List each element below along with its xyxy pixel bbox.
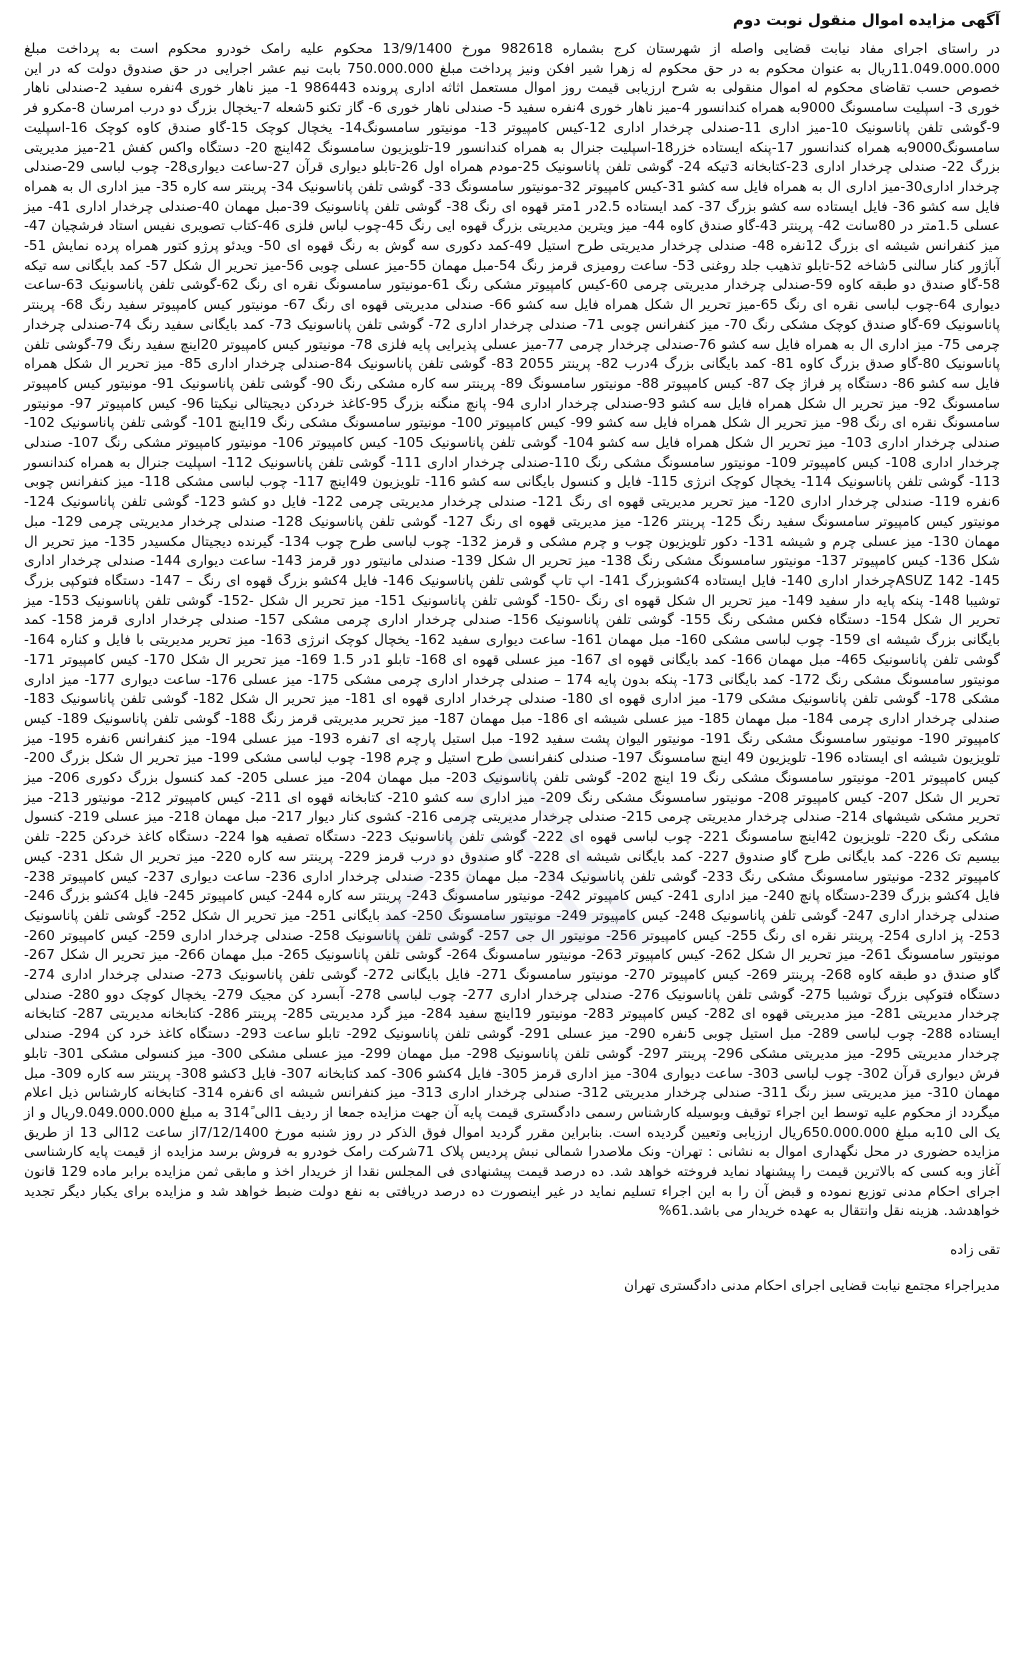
- issuer-title: مدیراجراء مجتمع نیابت قضایی اجرای احکام مدنی دادگستری تهران: [624, 1278, 1000, 1295]
- notice-title: آگهی مزایده اموال منقول نوبت دوم: [732, 11, 1000, 29]
- signer-name: تقی زاده: [950, 1242, 1000, 1259]
- notice-body: در راستای اجرای مفاد نیابت قضایی واصله از شهرستان کرج بشماره 982618 مورخ 13/9/1400 محکوم علیه رامک خودرو محکوم است به پرداخت مبلغ 11.049.000.000ریال به عنوان محکوم به در حق محکوم له زهرا شیر افکن ونیز پرداخت مبلغ 750.000.000 بابت نیم عشر اجرایی در حق صندوق دولت که در این خصوص حسب تقاضای محکوم له اموال منقولی به شرح ارزیابی قیمت روز اموال مستعمل اثاثه اداری پرونده 986443 1- میز ناهار خوری 4نفره سفید 2-صندلی ناهار خوری 3- اسپلیت سامسونگ 9000به همراه کندانسور 4-میز ناهار خوری 4نفره سفید 5- صندلی ناهار خوری 6- گاز تکنو 5شعله 7-یخچال بزرگ دو درب امرسان 8-مکرو فر 9-گوشی تلفن پاناسونیک 10-میز اداری 11-صندلی چرخدار اداری 12-کیس کامپیوتر 13- مونیتور سامسونگ14- یخچال کوچک 15-گاو صندق کاوه کوچک 16-اسپلیت سامسونگ9000به همراه کندانسور 17-پنکه ایستاده خزر18-اسپلیت جنرال به همراه کندانسور 19-تلویزیون سامسونگ 42اینچ 20- دستگاه واکس کفش 21-میز مدیریتی بزرگ 22- صندلی چرخدار اداری 23-کتابخانه 3تیکه 24- گوشی تلفن پاناسونیک 25-مودم همراه اول 26-تابلو دیواری قرآن 27-ساعت دیواری28- چوب لباسی 29-صندلی چرخدار اداری30-میز اداری ال به همراه فایل سه کشو 31-کیس کامپیوتر 32-مونیتور سامسونگ 33- گوشی تلفن پاناسونیک 34- پرینتر سه کاره 35- میز اداری ال به همراه فایل سه کشو 36- فایل ایستاده سه کشو بزرگ 37- کمد ایستاده 2.5در 1متر قهوه ای رنگ 38- گوشی تلفن پاناسونیک 39-مبل مهمان 40-صندلی چرخدار اداری 41- میز عسلی 1.5متر در 80سانت 42- پرینتر 43-گاو صندق کاوه 44- میز ویترین مدیریتی بزرگ قهوه ایی رنگ 45-چوب لباس فلزی 46-کتاب تصویری نفیس استاد فرشچیان 47-میز کنفرانس شیشه ای بزرگ 12نفره 48- صندلی چرخدار مدیریتی طرح استیل 49-کمد دکوری سه گوش به رنگ قهوه ای 50- ویدئو پرژو کتور همراه پرده نمایش 51-آباژور کنار سالنی 5شاخه 52-تابلو تذهیب جلد روغنی 53- ساعت رومیزی قرمز رنگ 54-مبل مهمان 55-میز عسلی چوبی 56-میز تحریر ال شکل 57- کمد بایگانی سه تیکه 58-گاو صندق دو طبقه کاوه 59-صندلی چرخدار مدیریتی چرمی 60-کیس کامپیوتر مشکی رنگ 61-مونیتور سامسونگ نقره ای رنگ 62-گوشی تلفن پاناسونیک 63-ساعت دیواری 64-چوب لباسی نقره ای رنگ 65-میز تحریر ال شکل همراه فایل سه کشو 66- صندلی مدیریتی قهوه ای رنگ 67- مونیتور کیس کامپیوتر سفید رنگ 68- پرینتر پاناسونیک 69-گاو صندق کوچک مشکی رنگ 70- میز کنفرانس چوبی 71- صندلی چرخدار اداری 72- گوشی تلفن پاناسونیک 73- کمد بایگانی سفید رنگ 74-صندلی چرخدار چرمی 75- میز اداری ال به همراه فایل سه کشو 76-صندلی چرخدار چرمی 77-میز عسلی پذیرایی پایه فلزی 78- مونیتور کیس کامپیوتر 20اینچ سفید رنگ 79-گوشی تلفن پاناسونیک 80-گاو صدق بزرگ کاوه 81- کمد بایگانی بزرگ 4درب 82- پرینتر 2055 83- گوشی تلفن پاناسونیک 84-صندلی چرخدار اداری 85- میز تحریر ال شکل همراه فایل سه کشو 86- دستگاه پر فراژ چک 87- کیس کامپیوتر 88- مونیتور سامسونگ 89- پرینتر سه کاره مشکی رنگ 90- گوشی تلفن پاناسونیک 91- مونیتور کیس کامپیوتر سامسونگ 92- میز تحریر ال شکل همراه فایل سه کشو 93-صندلی چرخدار اداری 94- پانچ منگنه بزرگ 95-کاغذ خردکن دیجیتالی نیکیتا 96- کیس کامپیوتر 97- مونیتور سامسونگ نقره ای رنگ 98- میز تحریر ال شکل همراه فایل سه کشو 99- کیس کامپیوتر 100- مونیتور سامسونگ مشکی رنگ 19اینچ 101- گوشی تلفن پاناسونیک 102- صندلی چرخدار اداری 103- میز تحریر ال شکل همراه فایل سه کشو 104- گوشی تلفن پاناسونیک 105- کیس کامپیوتر 106- مونیتور کامپیوتر مشکی رنگ 107- صندلی چرخدار اداری 108- کیس کامپیوتر 109- مونیتور سامسونگ مشکی رنگ 110-صندلی چرخدار اداری 111- گوشی تلفن پاناسونیک 112- اسپلیت جنرال به همراه کندانسور 113- گوشی تلفن پاناسونیک 114- یخچال کوچک انرژی 115- فایل و کنسول بایگانی سه کشو 116- تلویزیون 49اینچ 117- چوب لباسی مشکی 118- میز کنفرانس چوبی 6نفره 119- صندلی چرخدار اداری 120- میز تحریر مدیریتی قهوه ای رنگ 121- صندلی چرخدار مدیریتی چرمی 122- فایل دو کشو 123- گوشی تلفن پاناسونیک 124- مونیتور کیس کامپیوتر سامسونگ سفید رنگ 125- پرینتر 126- میز مدیریتی قهوه ای رنگ 127- گوشی تلفن پاناسونیک 128- صندلی چرخدار مدیریتی چرمی 129- مبل مهمان 130- میز عسلی چرم و شیشه 131- دکور تلویزیون چوب و چرم مشکی و قرمز 132- چوب لباسی طرح چوب 134- گیرنده دیجیتال مکسیدر 135- میز تحریر ال شکل 136- کیس کامپیوتر 137- مونیتور سامسونگ مشکی رنگ 138- میز تحریر ال شکل 139- صندلی مانیتور دور قرمز 143- ساعت دیواری 144- صندلی چرخدار اداری 145- ASUZ 142چرخدار اداری 140- فایل ایستاده 4کشوبزرگ 141- اپ تاپ گوشی تلفن پاناسونیک 146- فایل 4کشو بزرگ قهوه ای رنگ – 147- دستگاه فتوکپی بزرگ توشیبا 148- پنکه پایه دار سفید 149- میز تحریر ال شکل قهوه ای رنگ -150- گوشی تلفن پاناسونیک 151- میز تحریر ال شکل -152- گوشی تلفن پاناسونیک 153- میز تحریر ال شکل 154- دستگاه فکس مشکی رنگ 155- گوشی تلفن پاناسونیک 156- صندلی چرخدار اداری چرمی مشکی 157- صندلی چرخدار اداری قرمز 158- کمد بایگانی بزرگ شیشه ای 159- چوب لباسی مشکی 160- مبل مهمان 161- ساعت دیواری سفید 162- یخچال کوچک انرژی 163- میز تحریر مدیریتی با فایل و کناره 164-گوشی تلفن پاناسونیک 465- مبل مهمان 166- کمد بایگانی قهوه ای 167- میز عسلی قهوه ای 168- تابلو 1در 1.5 169- میز تحریر ال شکل 170- کیس کامپیوتر 171- مونیتور سامسونگ مشکی رنگ 172- کمد بایگانی 173- پنکه بدون پایه 174 – صندلی چرخدار اداری چرمی مشکی 175- میز عسلی 176- ساعت دیواری 177- میز اداری مشکی 178- گوشی تلفن پاناسونیک مشکی 179- میز اداری قهوه ای 180- صندلی چرخدار اداری قهوه ای 181- میز تحریر ال شکل 182- گوشی تلفن پاناسونیک 183- صندلی چرخدار اداری چرمی 184- مبل مهمان 185- میز عسلی شیشه ای 186- مبل مهمان 187- میز تحریر مدیریتی قرمز رنگ 188- گوشی تلفن پاناسونیک 189- کیس کامپیوتر 190- مونیتور سامسونگ مشکی رنگ 191- مونیتور الیوان پشت سفید 192- مبل استیل پارچه ای 7نفره 193- میز عسلی 194- میز کنفرانس 6نفره 195- میز تلویزیون شیشه ای ایستاده 196- تلویزیون 49 اینچ سامسونگ 197- صندلی کنفرانسی طرح استیل و چرم 198- چوب لباسی مشکی 199- میز تحریر ال شکل بزرگ 200- کیس کامپیوتر 201- مونیتور سامسونگ مشکی رنگ 19 اینچ 202- گوشی تلفن پاناسونیک 203- مبل مهمان 204- میز عسلی 205- کمد کنسول بزرگ دکوری 206- میز تحریر ال شکل 207- کیس کامپیوتر 208- مونیتور سامسونگ مشکی رنگ 209- میز اداری سه کشو 210- کتابخانه قهوه ای 211- کیس کامپیوتر 212- مونیتور 213- میز تحریر مشکی شیشهای 214- صندلی چرخدار مدیریتی چرمی 215- صندلی چرخدار مدیریتی چرمی 216- کشوی کنار دیوار 217- مبل مهمان 218- میز عسلی 219- کنسول مشکی رنگ 220- تلویزیون 42اینچ سامسونگ 221- چوب لباسی قهوه ای 222- گوشی تلفن پاناسونیک 223- دستگاه تصفیه هوا 224- دستگاه کاغذ خردکن 225- تلفن بیسیم تک 226- کمد بایگانی طرح گاو صندوق 227- کمد بایگانی شیشه ای 228- گاو صندوق دو درب قرمز 229- پرینتر سه کاره 220- میز تحریر ال شکل 231- کیس کامپیوتر 232- مونیتور سامسونگ مشکی رنگ 233- گوشی تلفن پاناسونیک 234- مبل مهمان 235- صندلی چرخدار اداری 236- ساعت دیواری 237- کیس کامپیوتر 238- فایل 4کشو بزرگ 239-دستگاه پانچ 240- میز اداری 241- کیس کامپیوتر 242- مونیتور سامسونگ 243- پرینتر سه کاره 244- کیس کامپیوتر 245- فایل 4کشو بزرگ 246- صندلی چرخدار اداری 247- گوشی تلفن پاناسونیک 248- کیس کامپیوتر 249- مونیتور سامسونگ 250- کمد بایگانی 251- میز تحریر ال شکل 252- گوشی تلفن پاناسونیک 253- پز اداری 254- پرینتر نقره ای رنگ 255- کیس کامپیوتر 256- مونیتور ال جی 257- گوشی تلفن پاناسونیک 258- صندلی چرخدار اداری 259- کیس کامپیوتر 260- مونیتور سامسونگ 261- میز تحریر ال شکل 262- کیس کامپیوتر 263- مونیتور سامسونگ 264- گوشی تلفن پاناسونیک 265- مبل مهمان 266- میز تحریر ال شکل 267- گاو صندق دو طبقه کاوه 268- پرینتر 269- کیس کامپیوتر 270- مونیتور سامسونگ 271- فایل بایگانی 272- گوشی تلفن پاناسونیک 273- صندلی چرخدار اداری 274- دستگاه فتوکپی بزرگ توشیبا 275- گوشی تلفن پاناسونیک 276- صندلی چرخدار اداری 277- چوب لباسی 278- آبسرد کن مجیک 279- یخچال کوچک دوو 280- صندلی چرخدار مدیریتی 281- میز مدیریتی قهوه ای 282- کیس کامپیوتر 283- مونیتور 19اینچ سفید 284- میز گرد مدیریتی 285- پرینتر 286- کتابخانه مدیریتی 287- کتابخانه ایستاده 288- چوب لباسی 289- مبل استیل چوبی 5نفره 290- میز عسلی 291- گوشی تلفن پاناسونیک 292- تابلو ساعت 293- دستگاه کاغذ خرد کن 294- صندلی چرخدار مدیریتی 295- میز مدیریتی مشکی 296- پرینتر 297- گوشی تلفن پاناسونیک 298- مبل مهمان 299- میز عسلی مشکی 300- میز کنسولی مشکی 301- تابلو فرش دیواری قرآن 302- چوب لباسی 303- ساعت دیواری 304- میز اداری قرمز 305- فایل 4کشو 306- کمد کتابخانه 307- فایل 3کشو 308- پرینتر سه کاره 309- مبل مهمان 310- میز مدیریتی سبز رنگ 311- صندلی چرخدار مدیریتی 312- صندلی چرخدار اداری 313- میز کنفرانس شیشه ای 6نفره 314- کتابخانه کارشناس ذیل اعلام میگردد از محکوم علیه توسط این اجراء توقیف وبوسیله کارشناس رسمی دادگستری قیمت پایه آن جهت مزایده جمعا از ردیف 1الی 314ً به مبلغ 9.049.000.000ریال و از یک الی 10به مبلغ 650.000.000ریال ارزیابی وتعیین گردیده است. بنابراین مقرر گردید اموال فوق الذکر در روز شنبه مورخ 7/12/1400از ساعت 12الی 13 از طریق مزایده حضوری در محل نگهداری اموال به نشانی : تهران- ونک ملاصدرا شمالی نبش پردیس پلاک 71شرکت رامک خودرو به فروش برسد مزایده از قیمت پایه کارشناسی آغاز وبه کسی که بالاترین قیمت را پیشنهاد نماید فروخته خواهد شد. ده درصد قیمت پیشنهادی فی المجلس نقدا از خریدار اخذ و مابقی ثمن مزایده برابر ماده 129 قانون اجرای احکام مدنی توزیع نموده و قبض آن را به این اجراء تسلیم نماید در غیر اینصورت ده درصد دریافتی به نفع دولت ضبط خواهد شد و مزایده برای یکبار دیگر تجدید خواهدشد. هزینه نقل وانتقال به عهده خریدار می باشد.61%: [24, 41, 1001, 1220]
